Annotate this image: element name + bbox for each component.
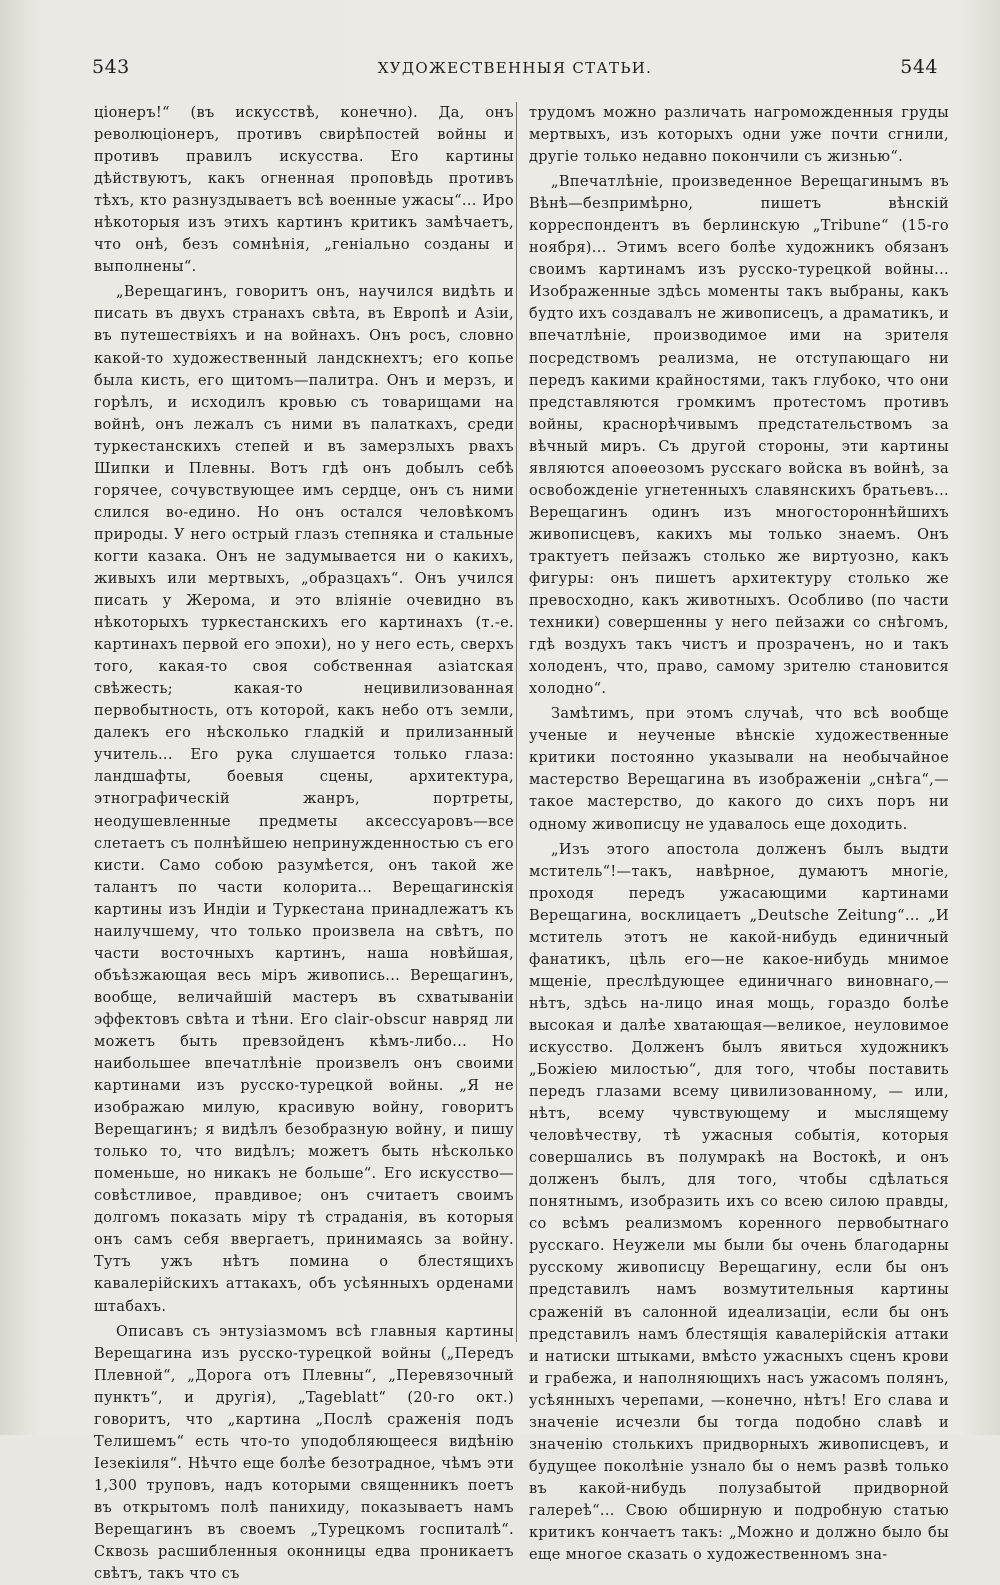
column-divider [516, 102, 517, 1342]
page-number-right: 544 [900, 56, 938, 78]
running-header [92, 56, 938, 82]
left-column [94, 102, 514, 1583]
running-title: ХУДОЖЕСТВЕННЫЯ СТАТЬИ. [377, 59, 653, 77]
paragraph: „Впечатлѣніе, произведенное Верещагинымъ въ Вѣнѣ—безпримѣрно, пишетъ вѣнскій корреспондентъ въ берлинскую „Tribune“ (15-го ноября)... Этимъ всего болѣе художникъ обязанъ своимъ картинамъ изъ русско-турецкой войны... Изображенные здѣсь моменты такъ выбраны, какъ будто ихъ создавалъ не живописецъ, а драматикъ, и впечатлѣніе, производимое ими на зрителя посредствомъ реализма, не отступающаго ни передъ какими крайностями, такъ глубоко, что они представляются громкимъ протестомъ противъ войны, краснорѣчивымъ предстательствомъ за вѣчный миръ. Съ другой стороны, эти картины являются апоѳеозомъ русскаго войска въ войнѣ, за освобожденіе угнетенныхъ славянскихъ братьевъ... Верещагинъ одинъ изъ многостороннѣйшихъ живописцевъ, какихъ мы только знаемъ. Онъ трактуетъ пейзажъ столько же виртуозно, какъ фигуры: онъ пишетъ архитектуру столько же превосходно, какъ животныхъ. Особливо (по части техники) совершенны у него пейзажи со снѣгомъ, гдѣ воздухъ такъ чистъ и прозраченъ, но и такъ холоденъ, что, право, самому зрителю становится холодно“. [529, 174, 949, 698]
paragraph: „Изъ этого апостола долженъ былъ выдти мститель“!—такъ, навѣрное, думаютъ многіе, проходя передъ ужасающими картинами Верещагина, восклицаетъ „Deutsche Zeitung“... „И мститель этотъ не какой-нибудь единичный фанатикъ, цѣль его—не какое-нибудь мнимое мщеніе, преслѣдующее единичнаго виновнаго,—нѣтъ, здѣсь на-лицо иная мощь, гораздо болѣе высокая и далѣе хватающая—великое, неуловимое искусство. Долженъ былъ явиться художникъ „Божіею милостью“, для того, чтобы поставить передъ глазами всему цивилизованному, — или, нѣтъ, всему чувствующему и мыслящему человѣчеству, тѣ ужасныя событія, которыя совершались въ полумракѣ на Востокѣ, и онъ долженъ былъ, для того, чтобы сдѣлаться понятнымъ, изобразить ихъ со всею силою правды, со всѣмъ реализмомъ коренного первобытнаго русскаго. Неужели мы были бы очень благодарны русскому живописцу Верещагину, если бы онъ представилъ намъ возмутительныя картины сраженій въ салонной идеализаціи, если бы онъ представилъ намъ блестящія кавалерійскія аттаки и натиски штыками, вмѣсто ужасныхъ сценъ крови и грабежа, и наполняющихъ насъ ужасомъ полянъ, усѣянныхъ черепами, —конечно, нѣтъ! Его слава и значеніе исчезли бы тогда подобно славѣ и значенію столькихъ придворныхъ живописцевъ, и будущее поколѣніе узнало бы о немъ развѣ только въ какой-нибудь полузабытой придворной галереѣ“... Свою обширную и подробную статью критикъ кончаетъ такъ: „Можно и должно было бы еще многое сказать о художественномъ зна- [529, 841, 949, 1564]
page-number-left: 543 [92, 56, 130, 78]
paragraph: Описавъ съ энтузіазмомъ всѣ главныя картины Верещагина изъ русско-турецкой войны („Передъ Плевной“, „Дорога отъ Плевны“, „Перевязочный пунктъ“, и другія), „Tageblatt“ (20-го окт.) говоритъ, что „картина „Послѣ сраженія подъ Телишемъ“ есть что-то уподобляющееся видѣнію Іезекіиля“. Нѣчто еще болѣе безотрадное, чѣмъ эти 1,300 труповъ, надъ которыми священникъ поетъ въ открытомъ полѣ панихиду, показываетъ намъ Верещагинъ въ своемъ „Турецкомъ госпиталѣ“. Сквозь расшибленныя оконницы едва проникаетъ свѣтъ, такъ что съ [94, 1323, 514, 1583]
paragraph: трудомъ можно различать нагроможденныя груды мертвыхъ, изъ которыхъ одни уже почти сгнили, другіе только недавно покончили съ жизнью“. [529, 105, 949, 166]
paragraph: ціонеръ!“ (въ искусствѣ, конечно). Да, онъ революціонеръ, противъ свирѣпостей войны и противъ правилъ искусства. Его картины дѣйствуютъ, какъ огненная проповѣдь противъ тѣхъ, кто разнуздываетъ всѣ военные ужасы“... Иро нѣкоторыя изъ этихъ картинъ критикъ замѣчаетъ, что онѣ, безъ сомнѣнія, „геніально созданы и выполнены“. [94, 105, 514, 276]
right-column [529, 102, 949, 1564]
paragraph: „Верещагинъ, говоритъ онъ, научился видѣть и писать въ двухъ странахъ свѣта, въ Европѣ и Азіи, въ путешествіяхъ и на войнахъ. Онъ росъ, словно какой-то художественный ландскнехтъ; его копье была кисть, его щитомъ—палитра. Онъ и мерзъ, и горѣлъ, и исходилъ кровью съ товарищами на войнѣ, онъ лежалъ съ ними въ палаткахъ, среди туркестанскихъ степей и въ замерзлыхъ рвахъ Шипки и Плевны. Вотъ гдѣ онъ добылъ себѣ горячее, сочувствующее имъ сердце, онъ съ ними слился во-едино. Но онъ остался человѣкомъ природы. У него острый глазъ степняка и стальные когти казака. Онъ не задумывается ни о какихъ, живыхъ или мертвыхъ, „образцахъ“. Онъ учился писать у Жерома, и это вліяніе очевидно въ нѣкоторыхъ туркестанскихъ его картинахъ (т.-е. картинахъ первой его эпохи), но у него есть, сверхъ того, какая-то своя собственная азіатская свѣжесть; какая-то нецивилизованная первобытность, отъ которой, какъ небо отъ земли, далекъ его нѣсколько гладкій и прилизанный учитель... Его рука слушается только глаза: ландшафты, боевыя сцены, архитектура, этнографическій жанръ, портреты, неодушевленные предметы аксессуаровъ—все слетаетъ съ полнѣйшею непринужденностью съ его кисти. Само собою разумѣется, онъ такой же талантъ по части колорита... Верещагинскія картины изъ Индіи и Туркестана принадлежатъ къ наилучшему, что только произвела на свѣтъ, по части восточныхъ картинъ, наша новѣйшая, объѣзжающая весь міръ живопись... Верещагинъ, вообще, величайшій мастеръ въ схватываніи эффектовъ свѣта и тѣни. Его clair-obscur навряд ли можетъ быть превзойденъ кѣмъ-либо... Но наибольшее впечатлѣніе произвелъ онъ своими картинами изъ русско-турецкой войны. „Я не изображаю милую, красивую войну, говоритъ Верещагинъ; я видѣлъ безобразную войну, и пишу только то, что видѣлъ; можетъ быть нѣсколько поменьше, но никакъ не больше“. Его искусство—совѣстливое, правдивое; онъ считаетъ своимъ долгомъ показать міру тѣ страданія, въ которыя онъ самъ себя ввергаетъ, принимаясь за войну. Тутъ ужъ нѣтъ помина о блестящихъ кавалерійскихъ аттакахъ, объ усѣянныхъ орденами штабахъ. [94, 284, 514, 1315]
paragraph: Замѣтимъ, при этомъ случаѣ, что всѣ вообще ученые и неученые вѣнскіе художественные критики постоянно указывали на необычайное мастерство Верещагина въ изображеніи „снѣга“,—такое мастерство, до какого до сихъ поръ ни одному живописцу не удавалось еще доходить. [529, 706, 949, 833]
